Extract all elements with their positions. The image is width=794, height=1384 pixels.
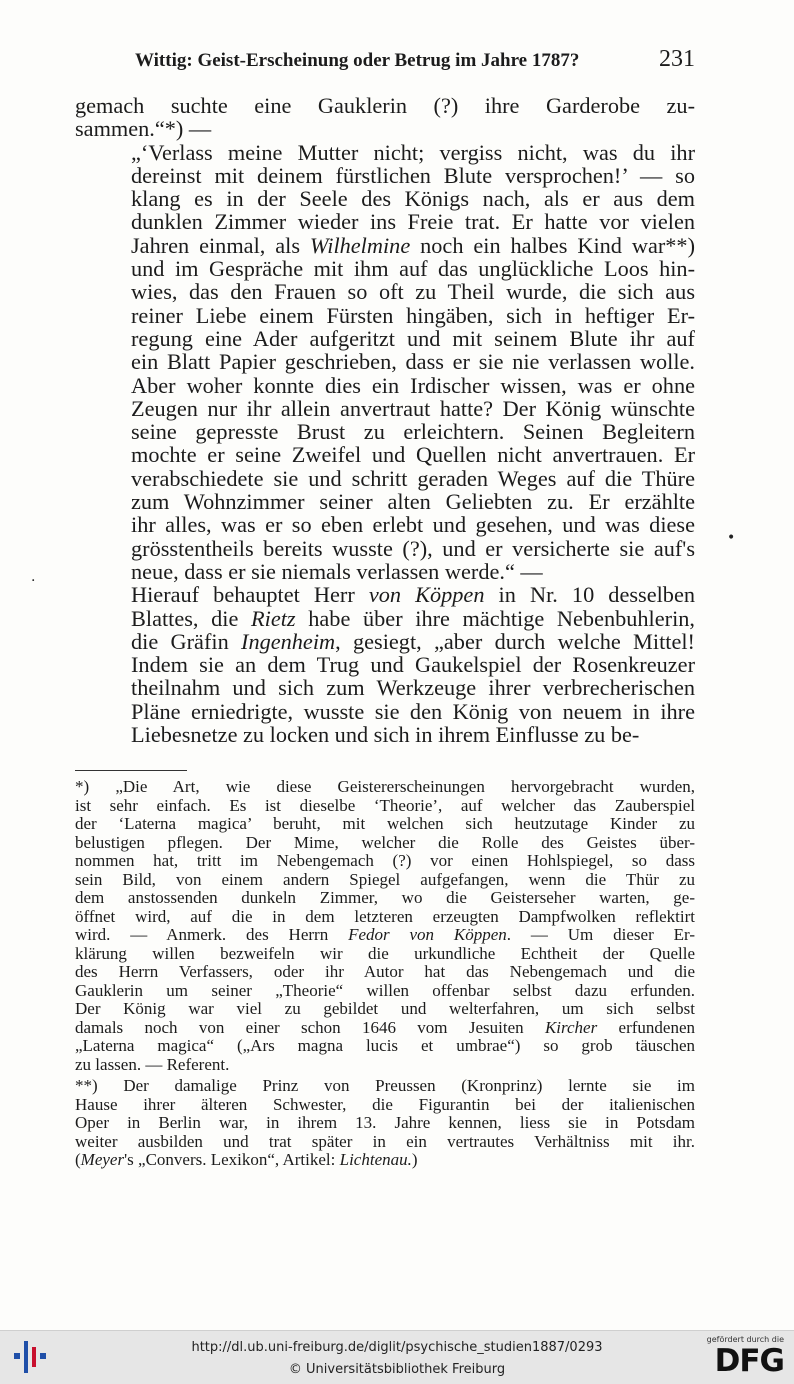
library-footer [0, 1330, 794, 1384]
text-line: zum Wohnzimmer seiner alten Geliebten zu. Er erzählte [131, 489, 695, 515]
text-line: Hierauf behauptet Herr von Köppen in Nr. 10 desselben [131, 582, 695, 608]
footnote-line: ist sehr einfach. Es ist dieselbe ‘Theorie’, auf welcher das Zauberspiel [75, 795, 695, 815]
paragraph-2 [75, 141, 695, 584]
footnote-line: wird. — Anmerk. des Herrn Fedor von Köppen. — Um dieser Er- [75, 925, 695, 944]
footnote-line: „Laterna magica“ („Ars magna lucis et umbrae“) so grob täuschen [75, 1036, 695, 1055]
text-line: verabschiedete sie und schritt geraden Weges auf die Thüre [131, 465, 695, 491]
footnote-line: weiter ausbilden und trat später in ein vertrautes Verhältniss mit ihr. [75, 1131, 695, 1151]
dfg-logo-word: DFG [714, 1343, 784, 1379]
footnote-line: Gauklerin um seiner „Theorie“ willen offenbar selbst dazu erfunden. [75, 980, 695, 1000]
footnote-line: *) „Die Art, wie diese Geistererscheinungen hervorgebracht wurden, [75, 777, 695, 796]
text-line: wies, das den Frauen so oft zu Theil wurde, die sich aus [131, 279, 695, 305]
text-line: Indem sie an dem Trug und Gaukelspiel der Rosenkreuzer [131, 652, 695, 678]
text-line: dereinst mit deinem fürstlichen Blute versprochen!’ — so [131, 162, 695, 188]
text-line: ihr alles, was er so eben erlebt und gesehen, und was diese [131, 512, 695, 538]
footnote-line: nommen hat, tritt im Nebengemach (?) vor einen Hohlspiegel, so dass [75, 851, 695, 870]
text-line: Pläne erniedrigte, wusste sie den König von neuem in ihre [131, 698, 695, 724]
document-url-link[interactable]: http://dl.ub.uni-freiburg.de/diglit/psychische_studien1887/0293 [191, 1340, 603, 1355]
body-text [75, 94, 695, 746]
footnotes [75, 778, 695, 1170]
text-line: „‘Verlass meine Mutter nicht; vergiss nicht, was du ihr [131, 139, 695, 165]
text-line: sammen.“*) — [75, 116, 212, 142]
text-line: Aber woher konnte dies ein Irdischer wissen, was er ohne [131, 372, 695, 398]
footnote-line: Der König war viel zu gebildet und welterfahren, um sich selbst [75, 999, 695, 1018]
footnote-2 [75, 1077, 695, 1170]
footnote-rule [75, 770, 187, 771]
text-line: grösstentheils bereits wusste (?), und er versicherte sie auf's [131, 535, 695, 561]
running-title: Wittig: Geist-Erscheinung oder Betrug im Jahre 1787? [135, 50, 580, 71]
running-header [135, 46, 695, 76]
text-line: reiner Liebe einem Fürsten hingäben, sich in heftiger Er- [131, 302, 695, 328]
dfg-logo [692, 1335, 784, 1381]
margin-mark: • [727, 530, 736, 546]
footnote-line: Oper in Berlin war, in ihrem 13. Jahre kennen, liess sie in Potsdam [75, 1113, 695, 1132]
text-line: und im Gespräche mit ihm auf das unglückliche Loos hin- [131, 256, 695, 282]
footnote-line: sein Bild, von einem andern Spiegel aufgefangen, wenn die Thür zu [75, 869, 695, 889]
copyright-notice: © Universitätsbibliothek Freiburg [288, 1362, 506, 1377]
footnote-1 [75, 778, 695, 1074]
footnote-line: klärung willen bezweifeln wir die urkundliche Echtheit der Quelle [75, 943, 695, 963]
footnote-line: belustigen pflegen. Der Mime, welcher die Rolle des Geistes über- [75, 832, 695, 852]
footnote-line: **) Der damalige Prinz von Preussen (Kronprinz) lernte sie im [75, 1076, 695, 1095]
text-line: mochte er seine Zweifel und Quellen nicht anvertrauen. Er [131, 442, 695, 468]
text-line: klang es in der Seele des Königs nach, als er aus dem [131, 186, 695, 212]
text-line: gemach suchte eine Gauklerin (?) ihre Garderobe zu- [75, 93, 695, 118]
text-line: Blattes, die Rietz habe über ihre mächtige Nebenbuhlerin, [131, 605, 695, 631]
footnote-line: dem anstossenden dunkeln Zimmer, wo die Geisterseher warten, ge- [75, 888, 695, 907]
paragraph-3 [75, 583, 695, 746]
text-line: regung eine Ader aufgeritzt und mit seinem Blute ihr auf [131, 325, 695, 351]
footnote-line: öffnet wird, auf die in dem letzteren erzeugten Dampfwolken reflektirt [75, 906, 695, 926]
text-line: theilnahm und sich zum Werkzeuge ihrer verbrecherischen [131, 675, 695, 701]
margin-mark: · [31, 573, 36, 589]
text-line: neue, dass er sie niemals verlassen werde.“ — [131, 558, 543, 584]
text-line: seine gepresste Brust zu erleichtern. Seinen Begleitern [131, 419, 695, 445]
footnote-line: Hause ihrer älteren Schwester, die Figurantin bei der italienischen [75, 1094, 695, 1114]
page-number: 231 [659, 46, 695, 72]
sponsor-caption: gefördert durch die [706, 1335, 784, 1344]
footnote-line: (Meyer's „Convers. Lexikon“, Artikel: Lichtenau.) [75, 1150, 418, 1169]
text-line: ein Blatt Papier geschrieben, dass er sie nie verlassen wolle. [131, 349, 695, 375]
text-line: Zeugen nur ihr allein anvertraut hatte? Der König wünschte [131, 395, 695, 421]
text-line: dunklen Zimmer wieder ins Freie trat. Er hatte vor vielen [131, 209, 695, 235]
footnote-line: zu lassen. — Referent. [75, 1054, 230, 1074]
footnote-line: damals noch von einer schon 1646 vom Jesuiten Kircher erfundenen [75, 1017, 695, 1037]
footnote-line: der ‘Laterna magica’ beruht, mit welchen sich heutzutage Kinder zu [75, 814, 695, 833]
text-line: die Gräfin Ingenheim, gesiegt, „aber durch welche Mittel! [131, 628, 695, 654]
footnote-line: des Herrn Verfassers, oder ihr Autor hat das Nebengemach und die [75, 962, 695, 981]
text-line: Liebesnetze zu locken und sich in ihrem Einflusse zu be- [131, 722, 640, 748]
paragraph-1 [75, 94, 695, 141]
text-line: Jahren einmal, als Wilhelmine noch ein halbes Kind war**) [131, 232, 695, 258]
